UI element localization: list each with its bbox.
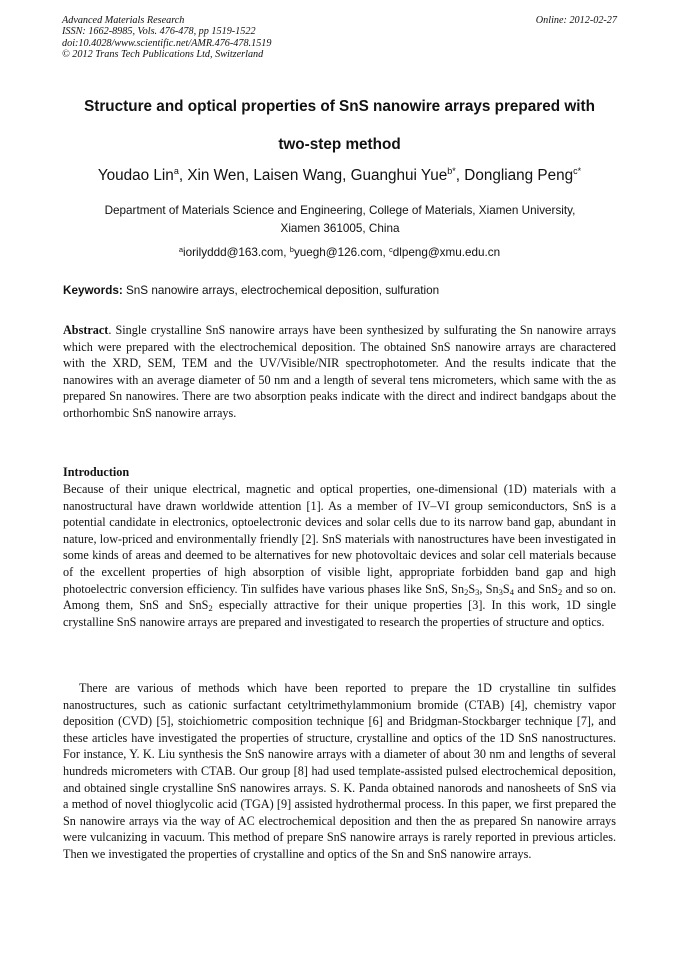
subscript: 3 [475,586,480,597]
introduction-paragraph-2: There are various of methods which have been reported to prepare the 1D crystalline tin sulfides nanostructures, such as cationic surfactant cetyltrimethylammonium bromide (CTAB) [4], chemistry vapor deposition (CVD) [5], stoichiometric composition technique [6] and Bridgman-Stockbarger technique [7], and these articles have investigated the properties of structure, crystalline and optics of the 1D SnS nanostructures. For instance, Y. K. Liu synthesis the SnS nanowire arrays with a diameter of about 30 nm and lengths of several hundreds micrometers with CTAB. Our group [8] had used template-assisted pulsed electrochemical deposition, and obtained single crystalline SnS nanowires arrays. S. K. Panda obtained nanorods and nanosheets of SnS via a method of novel thioglycolic acid (TGA) [9] assisted hydrothermal process. In this paper, we first prepared the Sn nanowire arrays via the way of AC electrochemical deposition and then the as prepared Sn nanowire arrays were vulcanizing in vacuum. This method of prepare SnS nanowire arrays is rarely reported in previous articles. Then we investigated the properties of crystalline and optics of the Sn and SnS nanowire arrays. [63,681,616,861]
email-link: dlpeng@xmu.edu.cn [392,246,501,259]
paragraph-text: S [502,581,510,596]
email-link: iorilyddd@163.com, [183,246,290,259]
author-emails [62,244,617,262]
subscript: 2 [557,586,563,597]
paragraph-text: Because of their unique electrical, magnetic and optical properties, one-dimensional (1D) materials with a nanostructural have drawn worldwide attention [1]. As a member of IV–VI group semiconductors, SnS is a potential candidate in electronics, optoelectronic devices and solar cells due to its narrow band gap, abundant in nature, low-priced and environmentally friendly [2]. SnS materials with nanostructures have been investigated in some kinds of areas and deemed to be alternatives for new photovoltaic devices and solar cell materials because of the excellent properties of high absorption of visible light, appropriate forbidden band gap and high photoelectric conversion efficiency. Tin sulfides have various phases like SnS, Sn [63,482,616,596]
journal-header [62,15,617,61]
journal-issn: ISSN: 1662-8985, Vols. 476-478, pp 1519-1522 [62,26,256,38]
title-line-2: two-step method [278,136,401,153]
section-heading-introduction: Introduction [63,465,130,479]
author-sup: c* [573,166,582,176]
affiliation-line-1: Department of Materials Science and Engineering, College of Materials, Xiamen University, [104,204,576,217]
email-sup: b [289,245,294,254]
paper-title [62,88,617,164]
author-name: Youdao Lin [97,167,174,184]
author-name: , Dongliang Peng [455,167,574,184]
author-list [62,166,617,186]
subscript: 2 [208,603,213,614]
abstract [63,322,616,422]
introduction-paragraph-1 [63,481,616,630]
subscript: 3 [498,586,503,597]
journal-doi: doi:10.4028/www.scientific.net/AMR.476-478.1519 [62,37,272,49]
paragraph-text: and SnS [513,581,558,596]
subscript: 4 [509,586,514,597]
author-sup: b* [447,166,456,176]
keywords [63,283,618,299]
author-names: , Xin Wen, Laisen Wang, Guanghui Yue [178,167,448,184]
keywords-text: SnS nanowire arrays, electrochemical deposition, sulfuration [122,284,440,297]
email-link: yuegh@126.com, [293,246,389,259]
paragraph-text: S [468,581,476,596]
paragraph-text: , Sn [479,581,499,596]
abstract-text: . Single crystalline SnS nanowire arrays have been synthesized by sulfurating the Sn nanowire arrays which were prepared with the electrochemical deposition. The obtained SnS nanowire arrays are charactered with the XRD, SEM, TEM and the UV/Visible/NIR spectrophotometer. And the results indicate that the nanowires with an average diameter of 50 nm and a length of several tens micrometers, which same with the as prepared Sn nanowires. There are two absorption peaks indicate with the direct and indirect bandgaps about the orthorhombic SnS nanowire arrays. [63,323,616,420]
email-sup: a [178,245,184,254]
paragraph-text: especially attractive for their unique properties [3]. In this work, 1D single crystalline SnS nanowire arrays are prepared and investigated to research the properties of structure and optics. [63,598,616,629]
online-date: Online: 2012-02-27 [535,15,617,26]
subscript: 2 [464,586,469,597]
author-sup: a [173,166,179,176]
email-sup: c [388,245,393,254]
paragraph-text: and so on. Among them, SnS and SnS [63,581,617,613]
abstract-label: Abstract [63,323,109,337]
keywords-label: Keywords: [63,284,123,297]
title-line-1: Structure and optical properties of SnS nanowire arrays prepared with [84,98,595,115]
affiliation-line-2: Xiamen 361005, China [280,222,400,235]
affiliation [70,202,610,238]
journal-copyright: © 2012 Trans Tech Publications Ltd, Switzerland [62,49,264,61]
journal-name: Advanced Materials Research [62,15,185,26]
